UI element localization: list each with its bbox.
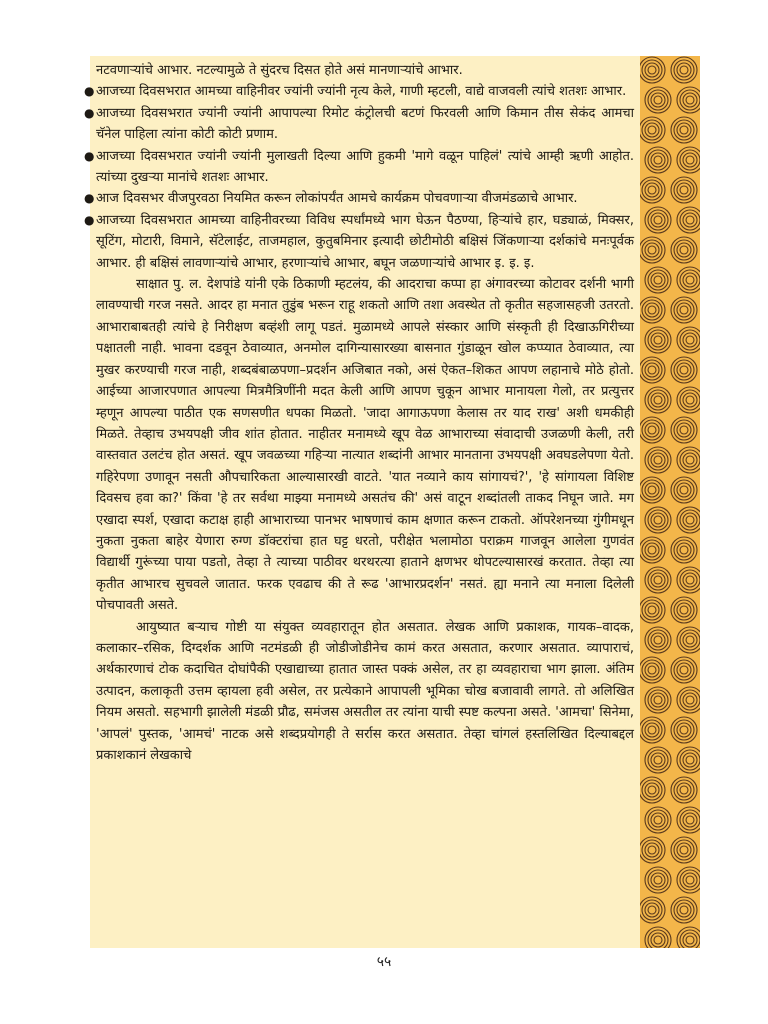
- swirl-pattern-icon: [640, 56, 700, 948]
- paragraph: आयुष्यात बऱ्याच गोष्टी या संयुक्त व्यवहारातून होत असतात. लेखक आणि प्रकाशक, गायक–वादक, कलाकार–रसिक, दिग्दर्शक आणि नटमंडळी ही जोडीजोडीनेच कामं करत असतात, करणार असतात. व्यापाराचं, अर्थकारणाचं टोक कदाचित दोघांपैकी एखाद्याच्या हातात जास्त पक्कं असेल, तर हा व्यवहाराचा भाग झाला. अंतिम उत्पादन, कलाकृती उत्तम व्हायला हवी असेल, तर प्रत्येकाने आपापली भूमिका चोख बजावावी लागते. तो अलिखित नियम असतो. सहभागी झालेली मंडळी प्रौढ, समंजस असतील तर त्यांना याची स्पष्ट कल्पना असते. 'आमचा' सिनेमा, 'आपलं' पुस्तक, 'आमचं' नाटक असे शब्दप्रयोगही ते सर्रास करत असतात. तेव्हा चांगलं हस्तलिखित दिल्याबद्दल प्रकाशकानं लेखकाचे: [96, 619, 634, 763]
- bullet-icon: ●: [84, 212, 95, 227]
- page-number: ५५: [376, 954, 392, 970]
- bullet-list: [84, 81, 634, 274]
- decorative-border: [640, 56, 700, 948]
- continuation-line: नटवणाऱ्यांचे आभार. नटल्यामुळे ते सुंदरच दिसत होते असं मानणाऱ्यांचे आभार.: [96, 63, 463, 78]
- list-item: ● आजच्या दिवसभरात ज्यांनी ज्यांनी मुलाखती दिल्या आणि हुकमी 'मागे वळून पाहिलं' त्यांचे आम्ही ऋणी आहोत. त्यांच्या दुखऱ्या मानांचे शतशः आभार.: [84, 146, 634, 189]
- list-item: ● आज दिवसभर वीजपुरवठा नियमित करून लोकांपर्यंत आमचे कार्यक्रम पोचवणाऱ्या वीजमंडळाचे आभार.: [84, 188, 634, 209]
- list-item: ● आजच्या दिवसभरात ज्यांनी ज्यांनी आपापल्या रिमोट कंट्रोलची बटणं फिरवली आणि किमान तीस सेकंद आमचा चॅनेल पाहिला त्यांना कोटी कोटी प्रणाम.: [84, 103, 634, 146]
- bullet-icon: ●: [84, 84, 95, 99]
- bullet-icon: ●: [84, 105, 95, 120]
- list-item: ● आजच्या दिवसभरात आमच्या वाहिनीवरच्या विविध स्पर्धांमध्ये भाग घेऊन पैठण्या, हिऱ्यांचे हार, घड्याळं, मिक्सर, सूटिंग, मोटारी, विमाने, सॅटेलाईट, ताजमहाल, कुतुबमिनार इत्यादी छोटीमोठी बक्षिसं जिंकणाऱ्या दर्शकांचे मनःपूर्वक आभार. ही बक्षिसं लावणाऱ्यांचे आभार, हरणाऱ्यांचे आभार, बघून जळणाऱ्यांचे आभार इ. इ. इ.: [84, 210, 634, 274]
- paragraph: साक्षात पु. ल. देशपांडे यांनी एके ठिकाणी म्हटलंय, की आदराचा कप्पा हा अंगावरच्या कोटावर दर्शनी भागी लावण्याची गरज नसते. आदर हा मनात तुडुंब भरून राहू शकतो आणि तशा अवस्थेत तो कृतीत सहजासहजी उतरतो. आभाराबाबतही त्यांचे हे निरीक्षण बव्हंशी लागू पडतं. मुळामध्ये आपले संस्कार आणि संस्कृती ही दिखाऊगिरीच्या पक्षातली नाही. भावना दडवून ठेवाव्यात, अनमोल दागिन्यासारख्या बासनात गुंडाळून खोल कप्प्यात ठेवाव्यात, त्या मुखर करण्याची गरज नाही, शब्दबंबाळपणा–प्रदर्शन अजिबात नको, असं ऐकत–शिकत आपण लहानाचे मोठे होतो. आईच्या आजारपणात आपल्या मित्रमैत्रिणींनी मदत केली आणि आपण चुकून आभार मानायला गेलो, तर प्रत्युत्तर म्हणून आपल्या पाठीत एक सणसणीत धपका मिळतो. 'जादा आगाऊपणा केलास तर याद राख' अशी धमकीही मिळते. तेव्हाच उभयपक्षी जीव शांत होतात. नाहीतर मनामध्ये खूप वेळ आभाराच्या संवादाची उजळणी केली, तरी वास्तवात उलटंच होत असतं. खूप जवळच्या गहिऱ्या नात्यात शब्दांनी आभार मानताना उभयपक्षी अवघडलेपणा येतो. गहिरेपणा उणावून नसती औपचारिकता आल्यासारखी वाटते. 'यात नव्याने काय सांगायचं?', 'हे सांगायला विशिष्ट दिवसच हवा का?' किंवा 'हे तर सर्वथा माझ्या मनामध्ये असतंच की' असं वाटून शब्दांतली ताकद निघून जाते. मग एखादा स्पर्श, एखादा कटाक्ष हाही आभाराच्या पानभर भाषणाचं काम क्षणात करून टाकतो. ऑपरेशनच्या गुंगीमधून नुकता नुकता बाहेर येणारा रुग्ण डॉक्टरांचा हात घट्ट धरतो, परीक्षेत भलामोठा पराक्रम गाजवून आलेला गुणवंत विद्यार्थी गुरूंच्या पाया पडतो, तेव्हा ते त्याच्या पाठीवर थरथरत्या हाताने क्षणभर थोपटल्यासारखं करतात. तेव्हा त्या कृतीत आभारच सुचवले जातात. फरक एवढाच की ते रूढ 'आभारप्रदर्शन' नसतं. ह्या मनाने त्या मनाला दिलेली पोचपावती असते.: [96, 277, 634, 614]
- bullet-icon: ●: [84, 191, 95, 206]
- body-text: [84, 60, 634, 766]
- list-item: ● आजच्या दिवसभरात आमच्या वाहिनीवर ज्यांनी ज्यांनी नृत्य केले, गाणी म्हटली, वाद्ये वाजवली त्यांचे शतशः आभार.: [84, 81, 634, 102]
- bullet-icon: ●: [84, 148, 95, 163]
